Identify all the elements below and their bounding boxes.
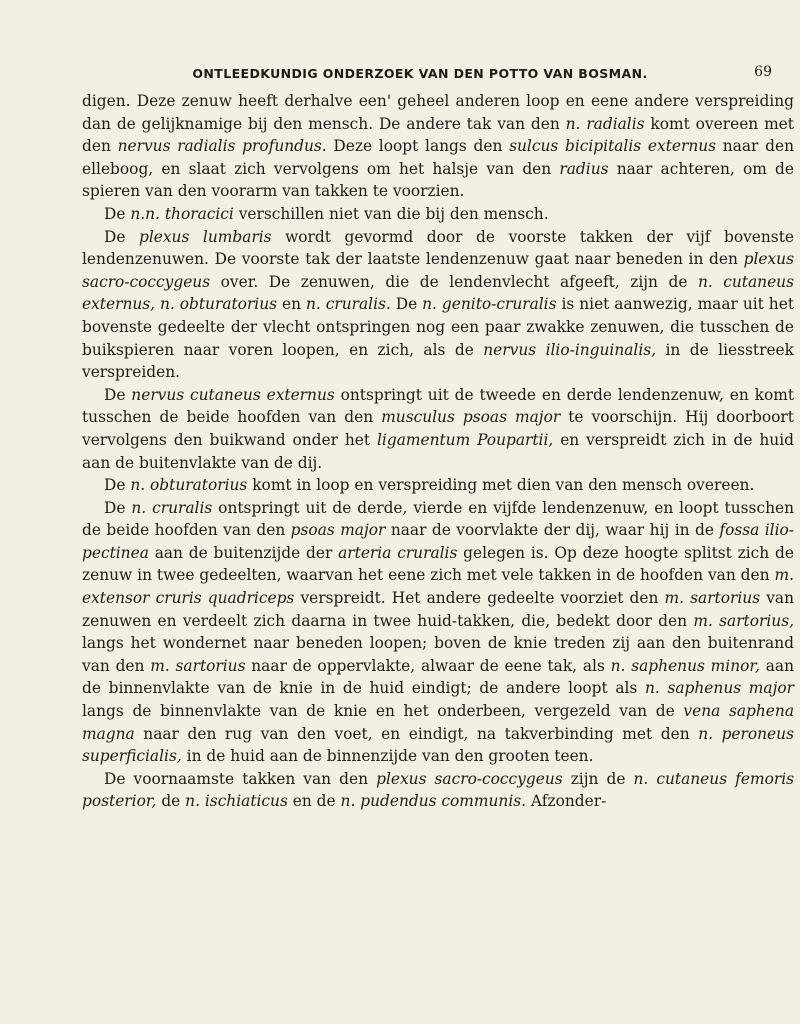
- italic-term: psoas major: [290, 521, 386, 540]
- text-run: verschillen niet van die bij den mensch.: [233, 204, 549, 223]
- italic-term: n. obturatorius: [130, 476, 248, 495]
- italic-term: radius: [559, 159, 609, 178]
- text-run: naar achteren, om de spieren van den voorarm van takken te voorzien.: [82, 159, 795, 201]
- italic-term: n.n. thoracici: [130, 204, 234, 223]
- italic-term: musculus psoas major: [381, 408, 561, 427]
- italic-term: m. sartorius: [150, 656, 246, 675]
- italic-term: n. saphenus minor,: [610, 656, 760, 675]
- text-run: naar den elleboog, en slaat zich vervolgens om het halsje van den: [82, 137, 794, 178]
- italic-term: plexus sacro-coccygeus: [82, 250, 794, 291]
- italic-term: vena saphena magna: [82, 702, 794, 743]
- text-run: gelegen is. Op deze hoogte splitst zich de zenuw in twee gedeelten, waarvan het eene zich met vele takken in de hoofden van den: [82, 543, 794, 585]
- text-run: komt overeen met den: [82, 114, 794, 156]
- text-run: De: [104, 227, 139, 246]
- italic-term: plexus sacro-coccygeus: [376, 769, 563, 788]
- text-run: verspreidt. Het andere gedeelte voorziet den: [294, 589, 665, 608]
- paragraph-5: [82, 474, 794, 497]
- text-run: zijn de: [562, 769, 634, 788]
- text-run: naar de voorvlakte der dij, waar hij in de: [385, 521, 720, 540]
- text-run: de: [156, 792, 186, 811]
- text-run: De voornaamste takken van den: [104, 769, 377, 788]
- text-run: aan de buitenzijde der: [148, 543, 339, 562]
- paragraph-2: [82, 203, 794, 226]
- text-run: en: [277, 295, 306, 314]
- paragraph-6: [82, 497, 794, 768]
- italic-term: m. sartorius: [664, 589, 761, 608]
- paragraph-4: [82, 384, 794, 474]
- text-run: langs de binnenvlakte van de knie en het onderbeen, vergezeld van de: [82, 702, 684, 721]
- text-run: De: [104, 385, 132, 404]
- text-run: en verspreidt zich in de huid aan de buitenvlakte van de dij.: [82, 430, 794, 472]
- text-run: Deze loopt langs den: [326, 137, 510, 156]
- italic-term: n. cruralis: [131, 498, 213, 517]
- italic-term: n. genito-cruralis: [422, 295, 557, 314]
- body-text: [82, 90, 794, 813]
- italic-term: n. saphenus major: [645, 679, 794, 698]
- running-head: ONTLEEDKUNDIG ONDERZOEK VAN DEN POTTO VAN BOSMAN.: [192, 66, 648, 81]
- italic-term: plexus lumbaris: [139, 227, 272, 246]
- text-run: naar den rug van den voet, en eindigt, na takverbinding met den: [134, 724, 699, 743]
- text-run: aan de binnenvlakte van de knie in de huid eindigt; de andere loopt als: [82, 656, 795, 698]
- page-number: 69: [754, 64, 772, 80]
- paragraph-3: [82, 226, 794, 384]
- italic-term: nervus ilio-inguinalis,: [483, 340, 657, 359]
- italic-term: m. extensor cruris quadriceps: [82, 566, 794, 608]
- text-run: in de liesstreek verspreiden.: [82, 340, 794, 382]
- text-run: digen. Deze zenuw heeft derhalve een' geheel anderen loop en eene andere verspreiding dan de gelijknamige bij den mensch. De andere tak van den: [82, 92, 794, 133]
- text-run: komt in loop en verspreiding met dien van den mensch overeen.: [247, 476, 755, 495]
- text-run: ontspringt uit de tweede en derde lendenzenuw, en komt tusschen de beide hoofden van den: [82, 385, 795, 427]
- italic-term: n. cutaneus femoris posterior,: [82, 769, 795, 811]
- text-run: De: [104, 204, 131, 223]
- paragraph-7: [82, 768, 794, 813]
- text-run: De: [390, 295, 423, 314]
- italic-term: ligamentum Poupartii,: [377, 430, 554, 449]
- italic-term: n. ischiaticus: [185, 792, 288, 811]
- text-run: van zenuwen en verdeelt zich daarna in twee huid-takken, die, bedekt door den: [82, 589, 794, 630]
- text-run: Afzonder-: [526, 792, 607, 811]
- italic-term: nervus radialis profundus.: [117, 137, 327, 156]
- text-run: en de: [287, 792, 341, 811]
- text-run: ontspringt uit de derde, vierde en vijfde lendenzenuw, en loopt tusschen de beide hoofden van den: [82, 498, 794, 540]
- italic-term: arteria cruralis: [338, 543, 458, 562]
- text-run: De: [104, 476, 131, 495]
- text-run: is niet aanwezig, maar uit het bovenste gedeelte der vlecht ontspringen nog een paar zwakke zenuwen, die tusschen de buikspieren naar voren loopen, en zich, als de: [82, 295, 795, 359]
- text-run: naar de oppervlakte, alwaar de eene tak, als: [245, 656, 611, 675]
- italic-term: sulcus bicipitalis externus: [509, 137, 717, 156]
- text-run: langs het wondernet naar beneden loopen; boven de knie treden zij aan den buitenrand van den: [82, 634, 794, 675]
- italic-term: n. cutaneus externus, n. obturatorius: [82, 272, 794, 314]
- italic-term: n. radialis: [565, 114, 645, 133]
- text-run: te voorschijn. Hij doorboort vervolgens den buikwand onder het: [82, 408, 794, 449]
- italic-term: n. cruralis.: [305, 295, 391, 314]
- italic-term: n. peroneus superficialis,: [82, 724, 794, 766]
- text-run: in de huid aan de binnenzijde van den grooten teen.: [181, 747, 594, 766]
- text-run: over. De zenuwen, die de lendenvlecht afgeeft, zijn de: [210, 272, 698, 291]
- italic-term: n. pudendus communis.: [340, 792, 527, 811]
- italic-term: nervus cutaneus externus: [131, 385, 335, 404]
- text-run: De: [104, 498, 132, 517]
- italic-term: m. sartorius,: [693, 611, 794, 630]
- italic-term: fossa ilio-pectinea: [82, 521, 794, 562]
- paragraph-1: [82, 90, 794, 203]
- text-run: wordt gevormd door de voorste takken der vijf bovenste lendenzenuwen. De voorste tak der laatste lendenzenuw gaat naar beneden in den: [82, 227, 794, 269]
